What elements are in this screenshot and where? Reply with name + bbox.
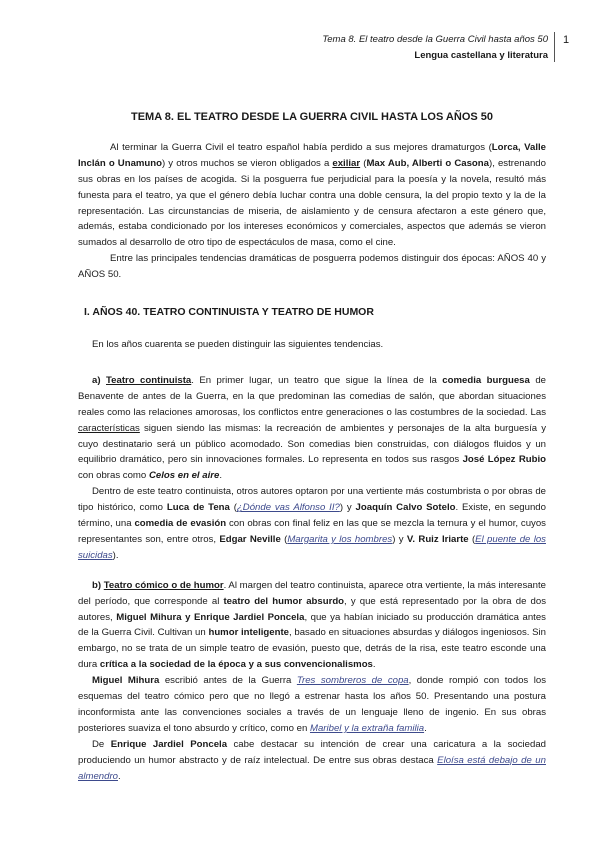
document-title: TEMA 8. EL TEATRO DESDE LA GUERRA CIVIL HASTA LOS AÑOS 50 bbox=[130, 111, 494, 123]
periods-paragraph: Entre las principales tendencias dramáticas de posguerra podemos distinguir dos épocas: AÑOS 40 y AÑOS 50. bbox=[78, 253, 546, 281]
paragraph-jardiel-poncela: De Enrique Jardiel Poncela cabe destacar su intención de crear una caricatura a la sociedad produciendo un humor abstracto y de raíz intelectual. De entre sus obras destaca Eloísa está debajo de un almendro. bbox=[78, 738, 546, 782]
link-tres-sombreros-de-copa[interactable]: Tres sombreros de copa bbox=[296, 675, 409, 687]
page-header bbox=[322, 32, 548, 64]
link-el-puente-de-los-suicidas[interactable]: El puente de los suicidas bbox=[78, 533, 546, 561]
header-divider bbox=[554, 32, 555, 62]
intro-paragraph: Al terminar la Guerra Civil el teatro español había perdido a sus mejores dramaturgos (Lorca, Valle Inclán o Unamuno) y otros muchos se vieron obligados a exiliar (Max Aub, Alberti o Casona), estrenando sus obras en los países de acogida. Si la posguerra fue perjudicial para la poesía y la novela, resultó más funesta para el teatro, ya que el género debía luchar contra una doble censura, la del propio texto y la de la representación. Las circunstancias de miseria, de aislamiento y de censura afectaron a este género que, además, estaba condicionado por los intereses económicos y comerciales, aspectos que además se vieron sumados al desarrollo de otro tipo de espectáculos de masa, como el cine. bbox=[78, 141, 546, 249]
link-eloisa-esta-debajo[interactable]: Eloísa está debajo de un almendro bbox=[78, 754, 546, 782]
header-subject: Lengua castellana y literatura bbox=[414, 50, 548, 61]
paragraph-mihura: Miguel Mihura escribió antes de la Guerra Tres sombreros de copa, donde rompió con todos los esquemas del teatro cómico pero que no llegó a estrenar hasta los años 50. Presentando una postura inconformista ante las convenciones sociales a través de un lenguaje lleno de ingenio. En sus obras posteriores suaviza el tono absurdo y crítico, como en Maribel y la extraña familia. bbox=[78, 675, 546, 734]
document-body bbox=[78, 100, 546, 785]
link-margarita-y-los-hombres[interactable]: Margarita y los hombres bbox=[287, 533, 393, 545]
section-intro: En los años cuarenta se pueden distinguir las siguientes tendencias. bbox=[92, 338, 384, 350]
header-title: Tema 8. El teatro desde la Guerra Civil hasta años 50 bbox=[322, 34, 548, 45]
link-donde-vas-alfonso[interactable]: ¿Dónde vas Alfonso II? bbox=[236, 502, 340, 514]
link-maribel[interactable]: Maribel y la extraña familia bbox=[309, 722, 425, 734]
paragraph-teatro-continuista: a) Teatro continuista. En primer lugar, un teatro que sigue la línea de la comedia burguesa de Benavente de antes de la Guerra, en la que predominan las comedias de salón, que abordan situaciones reales como las relaciones amorosas, los conflictos entre generaciones o las costumbres de la sociedad. Las características siguen siendo las mismas: la recreación de ambientes y personajes de la alta burguesía y cuyo destinatario será un público acomodado. Son comedias bien construidas, con diálogos fluidos y un equilibrio dramático, pero sin innovaciones formales. Lo representa en todos sus rasgos José López Rubio con obras como Celos en el aire. bbox=[78, 374, 546, 482]
paragraph-continuista-otros: Dentro de este teatro continuista, otros autores optaron por una vertiente más costumbrista o por obras de tipo histórico, como Luca de Tena (¿Dónde vas Alfonso II?) y Joaquín Calvo Sotelo. Existe, en segundo término, una comedia de evasión con obras con final feliz en las que se mezcla la ternura y el humor, cuyos representantes son, entre otros, Edgar Neville (Margarita y los hombres) y V. Ruiz Iriarte (El puente de los suicidas). bbox=[78, 486, 546, 561]
paragraph-teatro-comico: b) Teatro cómico o de humor. Al margen del teatro continuista, aparece otra vertiente, la más interesante del período, que corresponde al teatro del humor absurdo, y que está representado por la obra de dos autores, Miguel Mihura y Enrique Jardiel Poncela, que ya habían iniciado su producción dramática antes de la Guerra Civil. Cultivan un humor inteligente, basado en situaciones absurdas y diálogos ingeniosos. Sin embargo, no se trata de un simple teatro de evasión, puesto que, detrás de la risa, este teatro esconde una dura crítica a la sociedad de la época y a sus convencionalismos. bbox=[78, 579, 547, 671]
section-heading-1: I. AÑOS 40. TEATRO CONTINUISTA Y TEATRO DE HUMOR bbox=[84, 306, 374, 319]
page-number: 1 bbox=[563, 34, 570, 46]
